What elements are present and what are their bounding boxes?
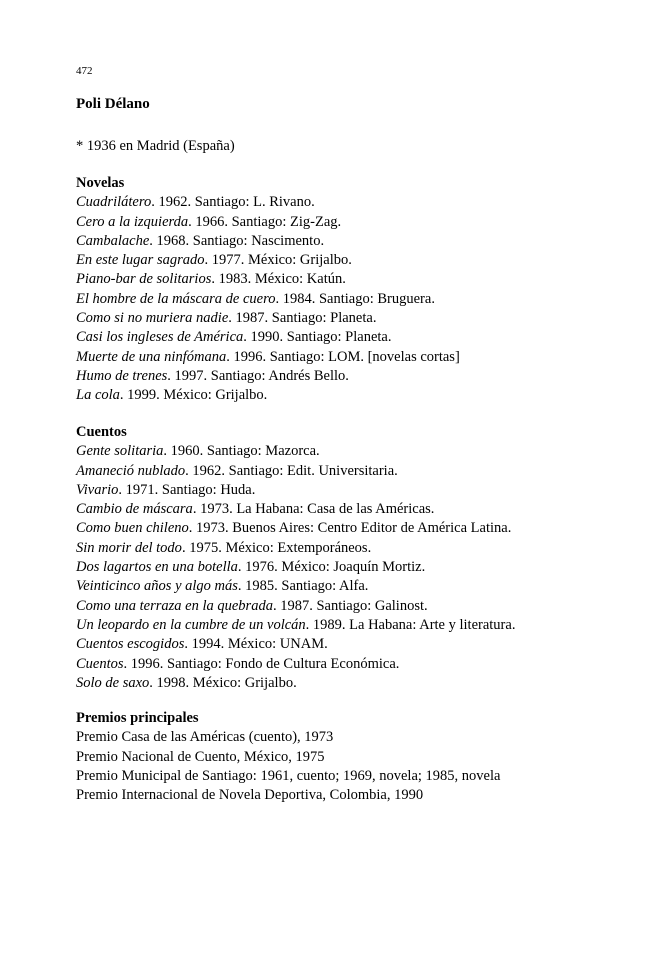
work-title: Cuentos escogidos <box>76 636 185 653</box>
work-title: La cola <box>76 387 120 404</box>
work-entry <box>76 213 636 232</box>
work-entry <box>76 616 636 635</box>
work-title: Piano-bar de solitarios <box>76 271 212 288</box>
page-number: 472 <box>76 65 93 77</box>
section-cuentos <box>76 423 636 693</box>
work-details: . 1997. Santiago: Andrés Bello. <box>167 367 349 384</box>
section-heading-premios: Premios principales <box>76 710 199 726</box>
work-title: Muerte de una ninfómana <box>76 348 227 365</box>
premios-list <box>76 728 636 805</box>
work-details: . 1973. La Habana: Casa de las Américas. <box>192 501 435 518</box>
work-entry <box>76 655 636 674</box>
work-title: Solo de saxo <box>76 674 150 691</box>
award-entry: Premio Internacional de Novela Deportiva, Colombia, 1990 <box>76 787 424 804</box>
work-title: Casi los ingleses de América <box>76 329 244 346</box>
work-details: . 1985. Santiago: Alfa. <box>237 578 369 595</box>
author-name: Poli Délano <box>76 96 150 112</box>
work-details: . 1984. Santiago: Bruguera. <box>275 290 435 307</box>
award-entry: Premio Municipal de Santiago: 1961, cuento; 1969, novela; 1985, novela <box>76 767 501 784</box>
work-details: . 1989. La Habana: Arte y literatura. <box>305 616 516 633</box>
section-novelas <box>76 174 636 406</box>
work-entry <box>76 500 636 519</box>
work-title: Como una terraza en la quebrada <box>76 597 273 614</box>
work-details: . 1976. México: Joaquín Mortiz. <box>237 559 426 576</box>
work-entry <box>76 386 636 405</box>
work-details: . 1962. Santiago: L. Rivano. <box>151 194 315 211</box>
work-entry <box>76 193 636 212</box>
award-entry: Premio Casa de las Américas (cuento), 1973 <box>76 729 334 746</box>
work-title: Cero a la izquierda <box>76 213 189 230</box>
award-entry: Premio Nacional de Cuento, México, 1975 <box>76 748 325 765</box>
work-title: En este lugar sagrado <box>76 252 205 269</box>
work-title: El hombre de la máscara de cuero <box>76 290 276 307</box>
section-heading-cuentos: Cuentos <box>76 424 127 440</box>
work-title: Como si no muriera nadie <box>76 310 229 327</box>
birth-line: * 1936 en Madrid (España) <box>76 138 235 154</box>
work-entry <box>76 635 636 654</box>
work-entry <box>76 442 636 461</box>
work-entry <box>76 328 636 347</box>
work-entry <box>76 481 636 500</box>
work-title: Como buen chileno <box>76 520 189 537</box>
work-entry <box>76 367 636 386</box>
work-entry <box>76 519 636 538</box>
work-title: Gente solitaria <box>76 443 164 460</box>
work-details: . 1971. Santiago: Huda. <box>118 481 256 498</box>
work-title: Vivario <box>76 481 119 498</box>
work-title: Cuadrilátero <box>76 194 152 211</box>
work-title: Veinticinco años y algo más <box>76 578 238 595</box>
work-entry <box>76 290 636 309</box>
work-details: . 1966. Santiago: Zig-Zag. <box>188 213 342 230</box>
work-entry <box>76 270 636 289</box>
work-details: . 1994. México: UNAM. <box>184 636 328 653</box>
work-title: Sin morir del todo <box>76 539 182 556</box>
work-entry <box>76 348 636 367</box>
work-title: Humo de trenes <box>76 367 168 384</box>
work-title: Un leopardo en la cumbre de un volcán <box>76 616 306 633</box>
novelas-list <box>76 193 636 405</box>
work-entry <box>76 309 636 328</box>
work-details: . 1987. Santiago: Galinost. <box>272 597 428 614</box>
work-details: . 1996. Santiago: Fondo de Cultura Económica. <box>123 655 400 672</box>
work-details: . 1998. México: Grijalbo. <box>149 674 297 691</box>
work-details: . 1996. Santiago: LOM. [novelas cortas] <box>226 348 460 365</box>
work-details: . 1973. Buenos Aires: Centro Editor de América Latina. <box>188 520 512 537</box>
work-details: . 1975. México: Extemporáneos. <box>181 539 372 556</box>
work-entry <box>76 251 636 270</box>
work-details: . 1968. Santiago: Nascimento. <box>149 232 325 249</box>
work-title: Amaneció nublado <box>76 462 186 479</box>
work-title: Dos lagartos en una botella <box>76 559 238 576</box>
work-entry <box>76 232 636 251</box>
work-details: . 1983. México: Katún. <box>211 271 346 288</box>
work-details: . 1960. Santiago: Mazorca. <box>163 443 320 460</box>
work-details: . 1987. Santiago: Planeta. <box>228 310 377 327</box>
work-details: . 1990. Santiago: Planeta. <box>243 329 392 346</box>
section-heading-novelas: Novelas <box>76 175 125 191</box>
work-entry <box>76 674 636 693</box>
work-entry <box>76 597 636 616</box>
work-entry <box>76 577 636 596</box>
work-details: . 1962. Santiago: Edit. Universitaria. <box>185 462 398 479</box>
work-entry <box>76 462 636 481</box>
work-entry <box>76 539 636 558</box>
work-entry <box>76 558 636 577</box>
work-title: Cuentos <box>76 655 124 672</box>
work-title: Cambio de máscara <box>76 501 193 518</box>
work-title: Cambalache <box>76 232 150 249</box>
section-premios <box>76 709 636 805</box>
cuentos-list <box>76 442 636 693</box>
work-details: . 1977. México: Grijalbo. <box>204 252 352 269</box>
work-details: . 1999. México: Grijalbo. <box>119 387 268 404</box>
